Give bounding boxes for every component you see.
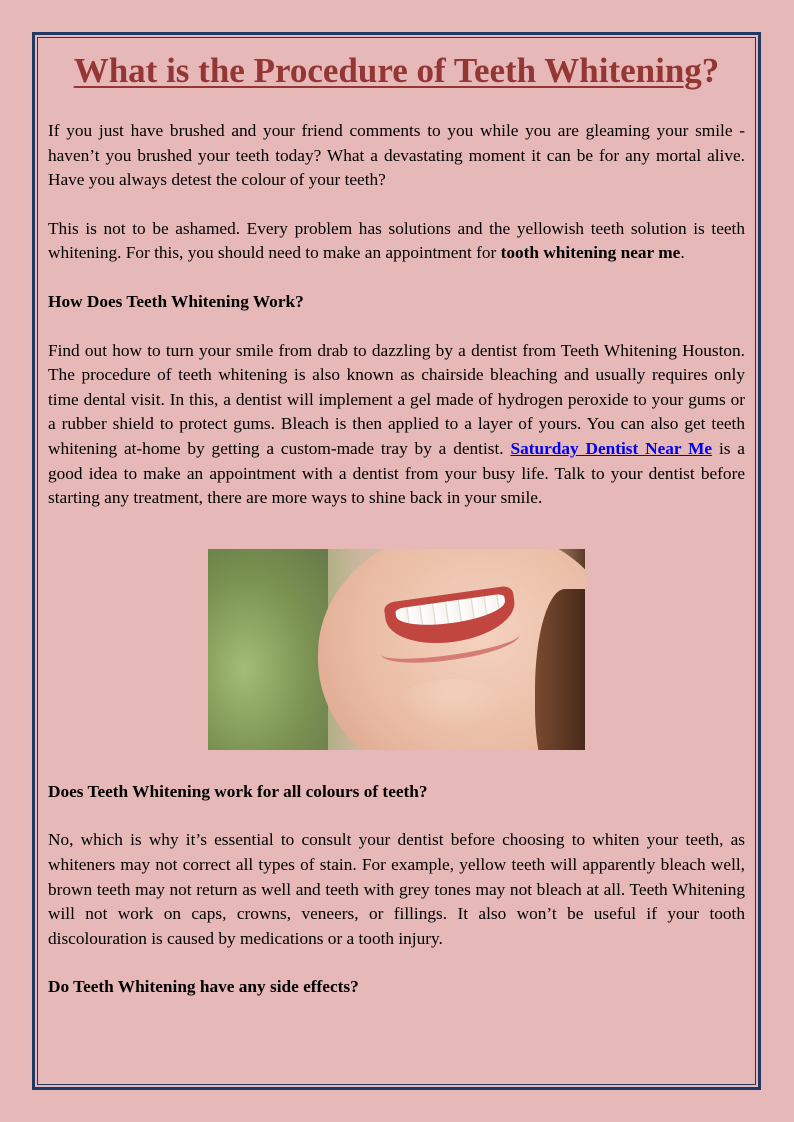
how-it-works-text-end: is a good idea to make an appointment with a dentist from your busy life. Talk to your dentist before starting any treatment, there are more ways to shine back in your smile.: [48, 438, 745, 508]
how-it-works-paragraph: [48, 339, 745, 511]
solution-paragraph: [48, 217, 745, 266]
document-body: [48, 48, 745, 1000]
intro-paragraph: If you just have brushed and your friend comments to you while you are gleaming your smile - haven’t you brushed your teeth today? What a devastating moment it can be for any mortal alive. Have you always detest the colour of your teeth?: [48, 121, 745, 190]
photo-background: [208, 549, 328, 750]
section-heading-side-effects: Do Teeth Whitening have any side effects?: [48, 977, 359, 997]
smile-photo: [208, 549, 585, 750]
all-colours-paragraph: No, which is why it’s essential to consult your dentist before choosing to whiten your teeth, as whiteners may not correct all types of stain. For example, yellow teeth will apparently bleach well, brown teeth may not return as well and teeth with grey tones may not bleach at all. Teeth Whitening will not work on caps, crowns, veneers, or fillings. It also won’t be useful if your tooth discolouration is caused by medications or a tooth injury.: [48, 830, 745, 948]
photo-chin: [398, 679, 508, 729]
saturday-dentist-link[interactable]: Saturday Dentist Near Me: [510, 438, 713, 458]
section-heading-how-it-works: How Does Teeth Whitening Work?: [48, 291, 304, 311]
section-heading-all-colours: Does Teeth Whitening work for all colours of teeth?: [48, 781, 428, 801]
page-title: [48, 48, 745, 94]
page-title-text: What is the Procedure of Teeth Whitening: [73, 51, 702, 90]
how-it-works-text: Find out how to turn your smile from drab to dazzling by a dentist from Teeth Whitening Houston. The procedure of teeth whitening is also known as chairside bleaching and usually requires only time dental visit. In this, a dentist will implement a gel made of hydrogen peroxide to your gums or a rubber shield to protect gums. Bleach is then applied to a layer of yours. You can also get teeth whitening at-home by getting a custom-made tray by a dentist.: [48, 340, 745, 458]
page-title-suffix: ?: [701, 51, 720, 90]
solution-text: This is not to be ashamed. Every problem has solutions and the yellowish teeth solution is teeth whitening. For this, you should need to make an appointment for: [48, 218, 745, 263]
solution-end: .: [680, 243, 685, 263]
solution-keyword: tooth whitening near me: [500, 243, 681, 263]
